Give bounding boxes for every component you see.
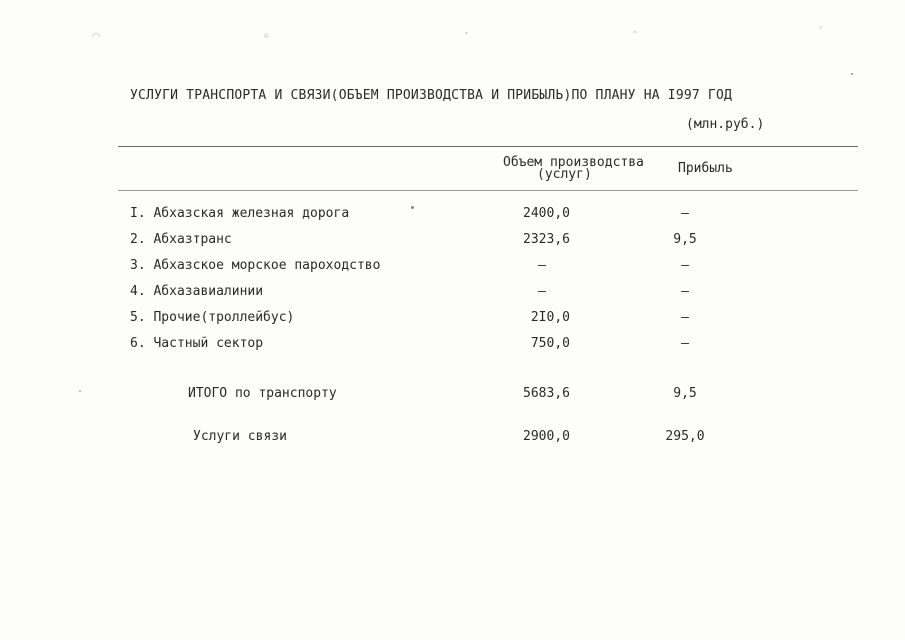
column-header-volume [503,157,644,181]
column-header-volume-line1: Объем производства [503,155,644,170]
row-name: 2. Абхазтранс [130,232,232,247]
total-name: ИТОГО по транспорту [188,386,337,401]
row-profit: – [681,258,689,273]
table-row [0,206,905,224]
row-name: 4. Абхазавиалинии [130,284,264,299]
row-volume: 750,0 [530,336,570,351]
row-name: 6. Частный сектор [130,336,264,351]
document-title: УСЛУГИ ТРАНСПОРТА И СВЯЗИ(ОБЪЕМ ПРОИЗВОДСТВА И ПРИБЫЛЬ)ПО ПЛАНУ НА I997 ГОД [130,88,732,103]
scan-speck [79,390,81,392]
row-name: 5. Прочие(троллейбус) [130,310,295,325]
column-header-volume-line2: (услуг) [537,167,592,182]
table-row [0,310,905,328]
total-volume: 5683,6 [523,386,570,401]
scan-speck [411,206,414,209]
row-profit: – [681,336,689,351]
total-row [0,386,905,404]
scan-speck [851,73,853,75]
row-profit: – [681,206,689,221]
column-header-profit: Прибыль [678,161,733,176]
row-name: 3. Абхазское морское пароходство [130,258,381,273]
table-row [0,258,905,276]
table-row [0,336,905,354]
communications-volume: 2900,0 [523,429,570,444]
table-row [0,232,905,250]
table-row [0,284,905,302]
row-volume: – [538,258,546,273]
row-volume: 2400,0 [523,206,570,221]
row-volume: 2I0,0 [530,310,570,325]
table-header-rule [118,190,858,191]
row-profit: 9,5 [673,232,697,247]
communications-row [0,429,905,447]
bleed-through-marks: ⌒ ∘ · ˜ ´ [92,26,824,46]
communications-profit: 295,0 [665,429,705,444]
total-profit: 9,5 [673,386,697,401]
row-profit: – [681,310,689,325]
row-profit: – [681,284,689,299]
communications-name: Услуги связи [193,429,287,444]
row-volume: 2323,6 [523,232,570,247]
row-name: I. Абхазская железная дорога [130,206,350,221]
units-label: (млн.руб.) [686,117,765,132]
row-volume: – [538,284,546,299]
table-top-rule [118,146,858,147]
